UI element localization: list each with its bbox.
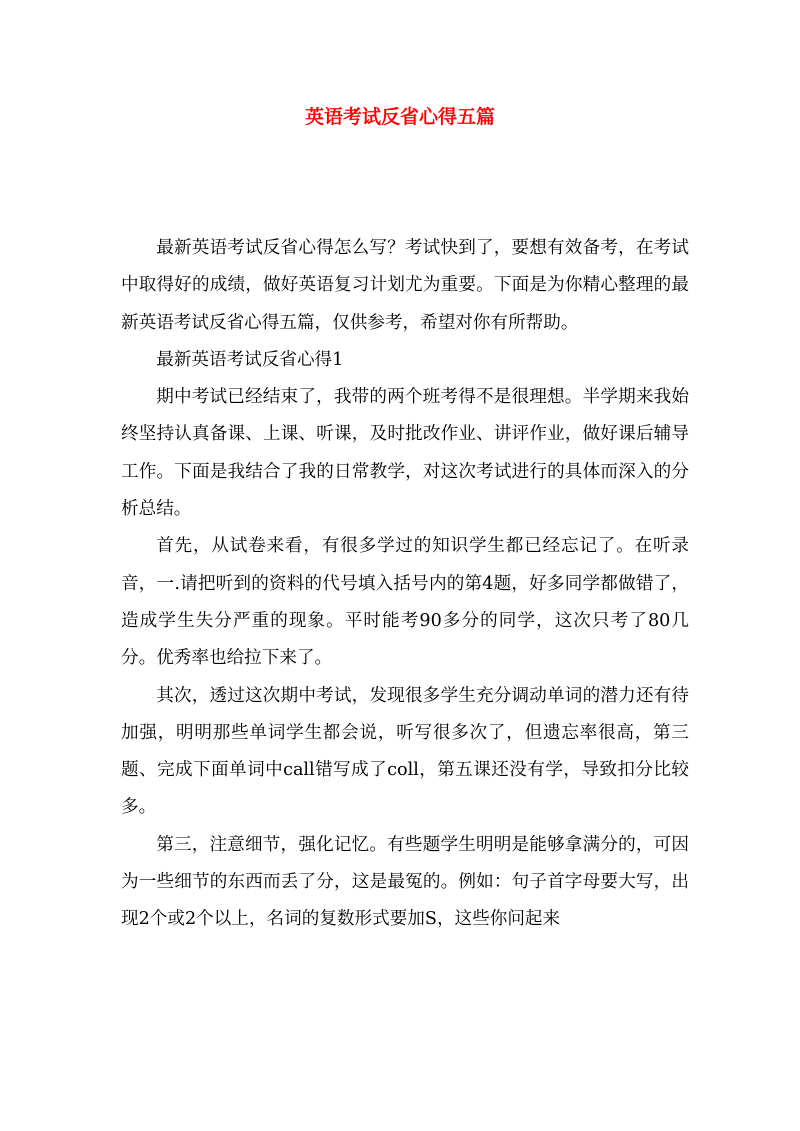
document-title: 英语考试反省心得五篇 — [304, 106, 495, 128]
intro-paragraph: 最新英语考试反省心得怎么写？考试快到了，要想有效备考，在考试中取得好的成绩，做好英语复习计划尤为重要。下面是为你精心整理的最新英语考试反省心得五篇，仅供参考，希望对你有所帮助。 — [121, 238, 689, 333]
body-paragraph: 其次，透过这次期中考试，发现很多学生充分调动单词的潜力还有待加强，明明那些单词学生都会说，听写很多次了，但遗忘率很高，第三题、完成下面单词中call错写成了coll，第五课还没有学，导致扣分比较多。 — [121, 685, 689, 818]
body-paragraph: 期中考试已经结束了，我带的两个班考得不是很理想。半学期来我始终坚持认真备课、上课、听课，及时批改作业、讲评作业，做好课后辅导工作。下面是我结合了我的日常教学，对这次考试进行的具体而深入的分析总结。 — [121, 387, 689, 520]
body-paragraph: 首先，从试卷来看，有很多学过的知识学生都已经忘记了。在听录音，一.请把听到的资料的代号填入括号内的第4题，好多同学都做错了，造成学生失分严重的现象。平时能考90多分的同学，这次只考了80几分。优秀率也给拉下来了。 — [121, 536, 689, 669]
document-body — [121, 230, 689, 939]
body-paragraph: 第三，注意细节，强化记忆。有些题学生明明是能够拿满分的，可因为一些细节的东西而丢了分，这是最冤的。例如：句子首字母要大写，出现2个或2个以上，名词的复数形式要加S，这些你问起来 — [121, 834, 689, 930]
section-heading-1: 最新英语考试反省心得1 — [156, 349, 344, 370]
